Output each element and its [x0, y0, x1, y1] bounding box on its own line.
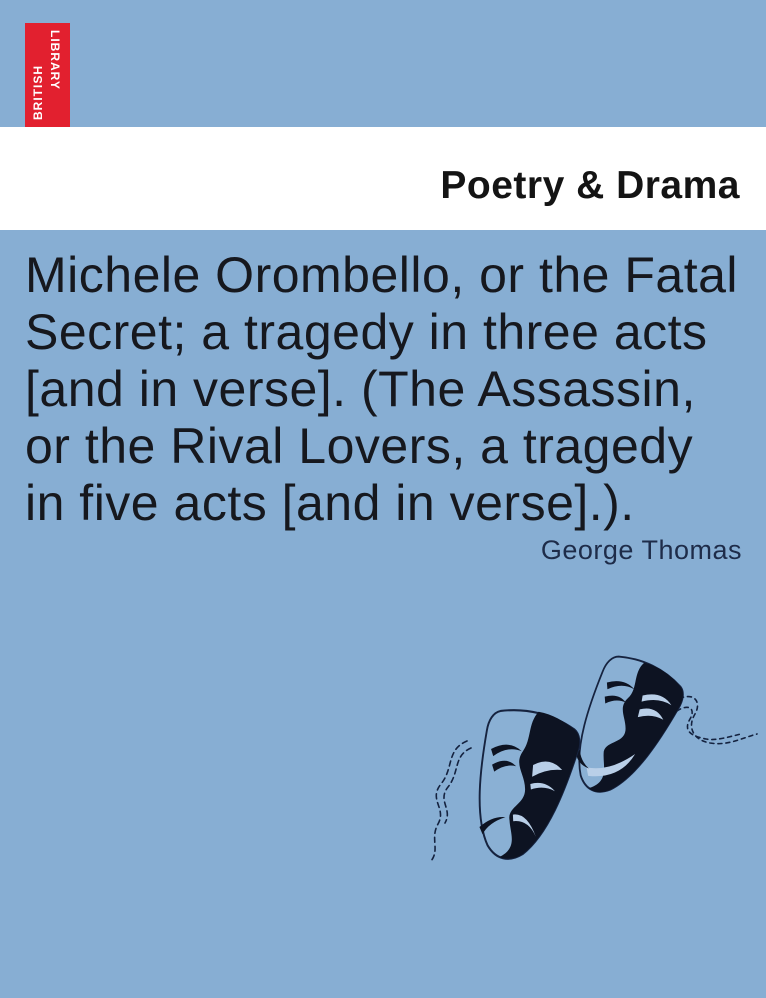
book-title	[25, 247, 745, 532]
ribbon-right-icon	[673, 697, 757, 744]
tragedy-mask-icon	[458, 700, 585, 869]
category-label: Poetry & Drama	[440, 163, 740, 207]
ribbon-left-icon	[431, 741, 471, 861]
title-line-1: Michele Orombello, or the Fatal	[25, 247, 739, 303]
comedy-mask-icon	[554, 647, 691, 809]
title-line-4: or the Rival Lovers, a tragedy	[25, 418, 694, 474]
title-line-2: Secret; a tragedy in three acts	[25, 304, 708, 360]
author-name: George Thomas	[540, 535, 742, 565]
title-line-3: [and in verse]. (The Assassin,	[25, 361, 696, 417]
category-banner	[0, 127, 766, 230]
british-library-logo	[25, 23, 70, 127]
title-line-5: in five acts [and in verse].).	[25, 475, 635, 531]
logo-text-british: BRITISH	[31, 65, 45, 120]
logo-text-library: LIBRARY	[48, 30, 62, 90]
comedy-tragedy-masks-icon	[405, 575, 766, 890]
